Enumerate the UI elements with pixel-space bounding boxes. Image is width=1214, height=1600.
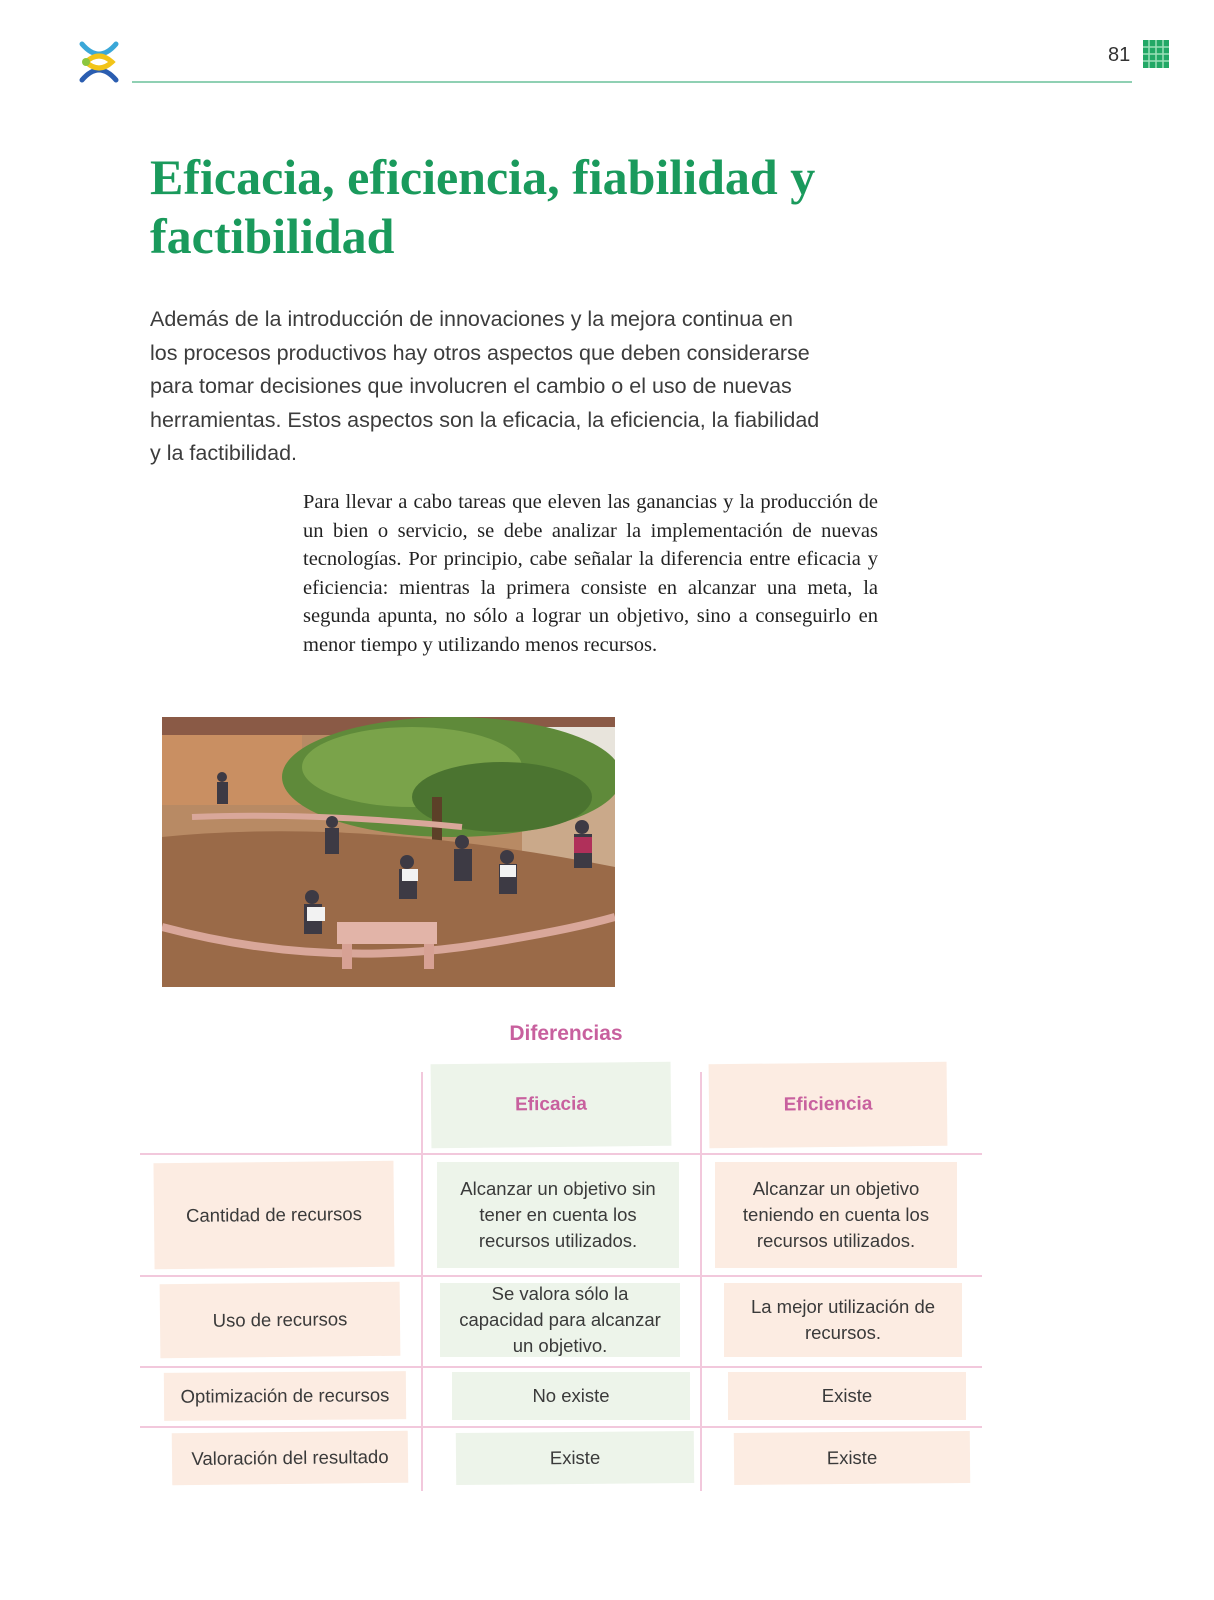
table-cell: Existe: [734, 1431, 970, 1485]
page-title: Eficacia, eficiencia, fiabilidad y factibilidad: [150, 149, 816, 264]
header-rule: [132, 81, 1132, 83]
corner-pattern-icon: [1143, 40, 1169, 68]
table-cell: Existe: [456, 1431, 694, 1485]
header-eficiencia: Eficiencia: [709, 1062, 948, 1148]
table-cell: No existe: [452, 1372, 690, 1420]
table-cell: Alcanzar un objetivo teniendo en cuenta los recursos utilizados.: [715, 1162, 957, 1268]
row-label: Uso de recursos: [160, 1282, 401, 1359]
table-cell: Se valora sólo la capacidad para alcanzar un objetivo.: [440, 1283, 680, 1357]
publisher-logo-icon: [76, 38, 122, 86]
row-divider: [140, 1153, 982, 1155]
row-label: Valoración del resultado: [172, 1431, 409, 1485]
table-title: Diferencias: [509, 1022, 623, 1045]
row-divider: [140, 1275, 982, 1277]
table-cell: La mejor utilización de recursos.: [724, 1283, 962, 1357]
header-eficacia: Eficacia: [431, 1062, 672, 1149]
workers-photo: [162, 717, 615, 987]
page-number: 81: [1108, 44, 1131, 66]
row-divider: [140, 1426, 982, 1428]
table-cell: Alcanzar un objetivo sin tener en cuenta los recursos utilizados.: [437, 1162, 679, 1268]
table-cell: Existe: [728, 1372, 966, 1420]
row-label: Cantidad de recursos: [153, 1161, 394, 1270]
row-label: Optimización de recursos: [164, 1371, 406, 1421]
row-divider: [140, 1366, 982, 1368]
column-divider: [700, 1072, 702, 1491]
intro-paragraph: Además de la introducción de innovaciones y la mejora continua en los procesos productivos hay otros aspectos que deben considerarse para tomar decisiones que involucren el cambio o el uso de nuevas herramientas. Estos aspectos son la eficacia, la eficiencia, la fiabilidad y la factibilidad.: [150, 307, 820, 465]
column-divider: [421, 1072, 423, 1491]
body-paragraph: Para llevar a cabo tareas que eleven las ganancias y la producción de un bien o servicio, se debe analizar la implementación de nuevas tecnologías. Por principio, cabe señalar la diferencia entre eficacia y eficiencia: mientras la primera consiste en alcanzar una meta, la segunda apunta, no sólo a lograr un objetivo, sino a conseguirlo en menor tiempo y utilizando menos recursos.: [303, 491, 878, 656]
